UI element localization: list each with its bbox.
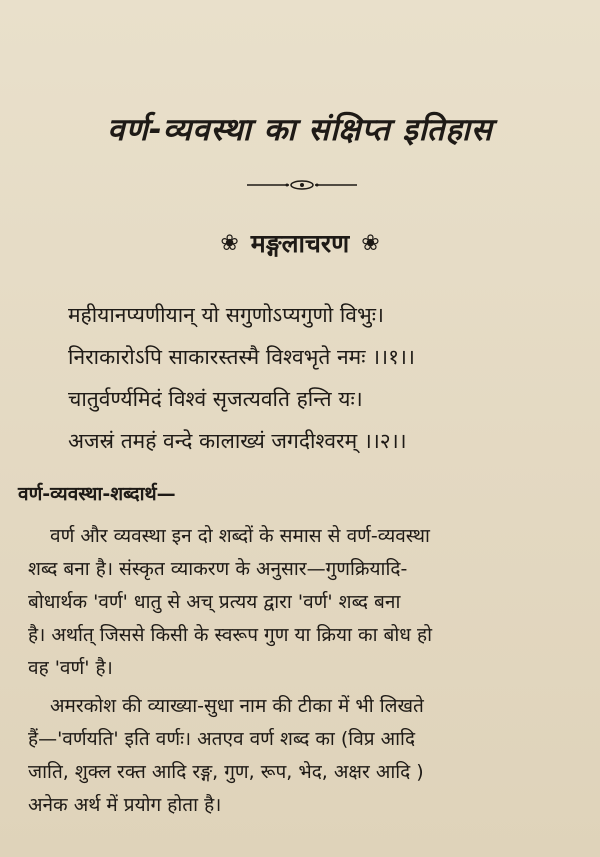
- flower-ornament-icon: ❀: [220, 230, 239, 256]
- verse-line: निराकारोऽपि साकारस्तस्मै विश्वभृते नमः ।।१।।: [68, 345, 415, 369]
- verse-line: अजस्रं तमहं वन्दे कालाख्यं जगदीश्वरम् ।।२।।: [68, 429, 407, 453]
- paragraph-line: अनेक अर्थ में प्रयोग होता है।: [28, 794, 222, 816]
- paragraph-line: वह 'वर्ण' है।: [28, 657, 113, 679]
- invocation-verse: [68, 294, 568, 462]
- paragraph-2: [28, 690, 583, 822]
- invocation-heading: मङ्गलाचरण: [250, 229, 350, 258]
- paragraph-line: है। अर्थात् जिससे किसी के स्वरूप गुण या क्रिया का बोध हो: [28, 624, 433, 646]
- invocation-heading-row: [0, 226, 600, 260]
- paragraph-line: बोधार्थक 'वर्ण' धातु से अच् प्रत्यय द्वारा 'वर्ण' शब्द बना: [28, 591, 401, 613]
- verse-line: महीयानप्यणीयान् यो सगुणोऽप्यगुणो विभुः।: [68, 303, 384, 327]
- paragraph-line: वर्ण और व्यवस्था इन दो शब्दों के समास से वर्ण-व्यवस्था: [50, 525, 430, 547]
- paragraph-1: [28, 520, 583, 685]
- page-title: वर्ण-व्यवस्था का संक्षिप्त इतिहास: [107, 112, 493, 148]
- flower-ornament-icon: ❀: [361, 230, 380, 256]
- divider-ornament: [247, 178, 357, 192]
- paragraph-line: शब्द बना है। संस्कृत व्याकरण के अनुसार—गुणक्रियादि-: [28, 558, 408, 580]
- verse-line: चातुर्वर्ण्यमिदं विश्वं सृजत्यवति हन्ति यः।: [68, 387, 363, 411]
- paragraph-line: हैं—'वर्णयति' इति वर्णः। अतएव वर्ण शब्द का (विप्र आदि: [28, 728, 416, 750]
- section-heading: वर्ण-व्यवस्था-शब्दार्थ—: [18, 483, 176, 505]
- paragraph-line: अमरकोश की व्याख्या-सुधा नाम की टीका में भी लिखते: [50, 695, 424, 717]
- paragraph-line: जाति, शुक्ल रक्त आदि रङ्ग, गुण, रूप, भेद, अक्षर आदि ): [28, 761, 424, 783]
